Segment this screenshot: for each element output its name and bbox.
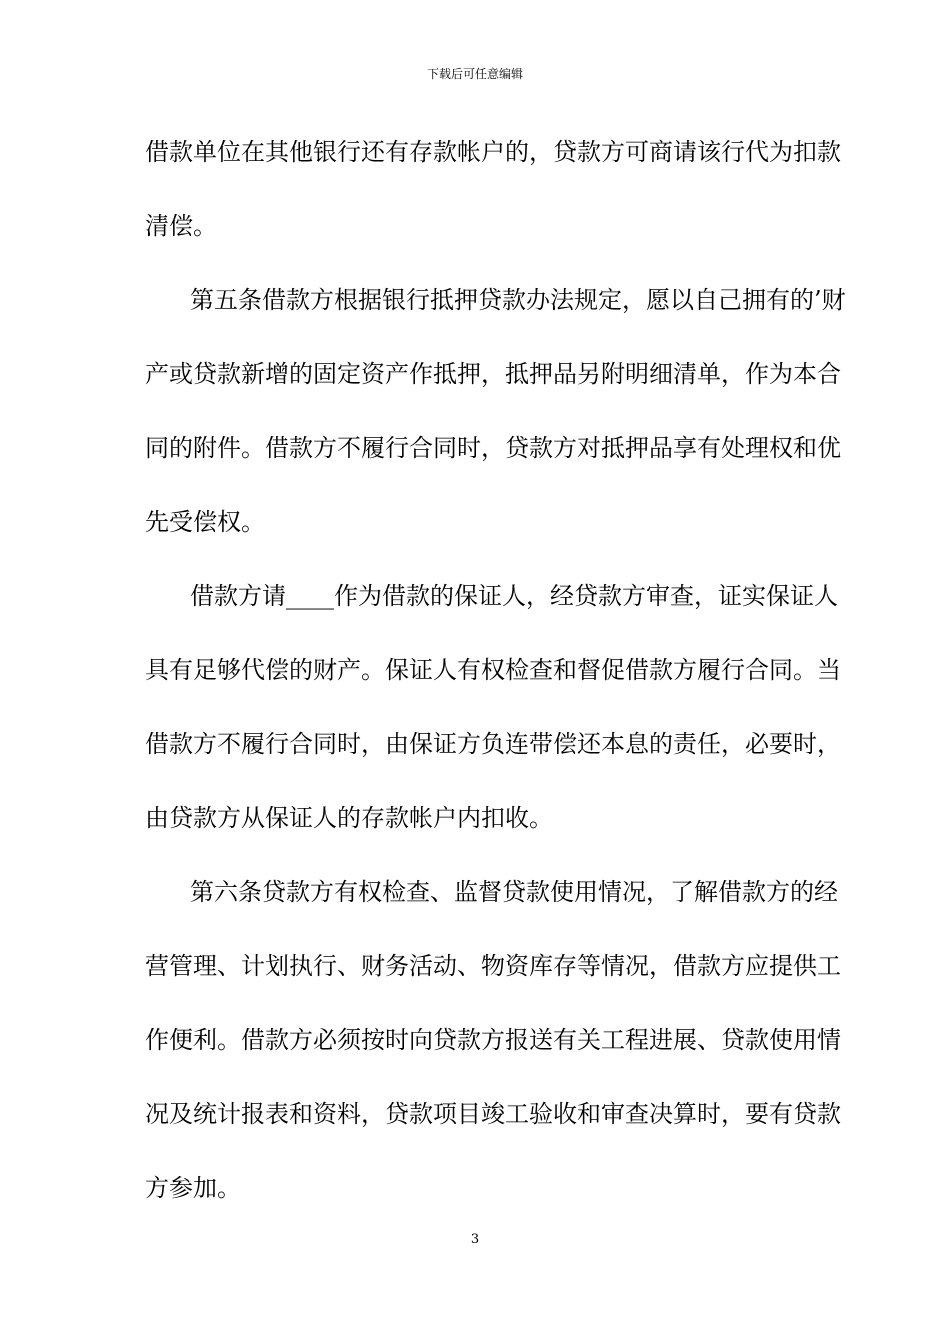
text-line: 清偿。	[145, 212, 217, 240]
page-number: 3	[470, 1232, 480, 1247]
text-line: 第六条贷款方有权检查、监督贷款使用情况，了解借款方的经	[190, 878, 838, 906]
text-line: 营管理、计划执行、财务活动、物资库存等情况，借款方应提供工	[145, 952, 841, 980]
text-line: 况及统计报表和资料，贷款项目竣工验收和审查决算时，要有贷款	[145, 1100, 841, 1128]
text-line: 具有足够代偿的财产。保证人有权检查和督促借款方履行合同。当	[145, 656, 841, 684]
text-line: 同的附件。借款方不履行合同时，贷款方对抵押品享有处理权和优	[145, 434, 841, 462]
text-line: 产或贷款新增的固定资产作抵押，抵押品另附明细清单，作为本合	[145, 360, 841, 388]
page-header: 下载后可任意编辑	[426, 67, 523, 81]
text-line: 作便利。借款方必须按时向贷款方报送有关工程进展、贷款使用情	[145, 1026, 841, 1054]
text-line: 第五条借款方根据银行抵押贷款办法规定，愿以自己拥有的’财	[190, 286, 846, 314]
text-line: 借款方不履行合同时，由保证方负连带偿还本息的责任，必要时，	[145, 730, 841, 758]
text-line: 借款方请____作为借款的保证人，经贷款方审查，证实保证人	[190, 582, 838, 610]
text-line: 由贷款方从保证人的存款帐户内扣收。	[145, 804, 553, 832]
text-line: 借款单位在其他银行还有存款帐户的，贷款方可商请该行代为扣款	[145, 138, 841, 166]
text-line: 方参加。	[145, 1174, 241, 1202]
text-line: 先受偿权。	[145, 508, 265, 536]
